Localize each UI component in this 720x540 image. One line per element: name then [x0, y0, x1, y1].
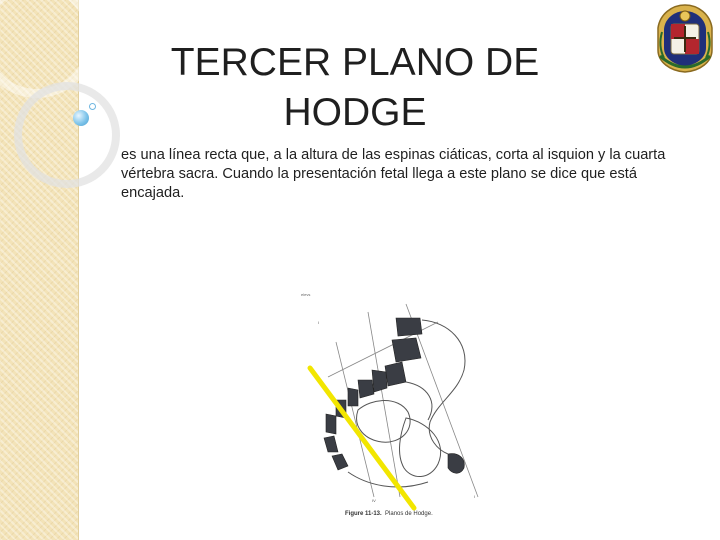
figure-caption — [345, 511, 433, 517]
svg-text:I: I — [474, 494, 476, 499]
figure-tag: elevs — [301, 292, 311, 297]
slide-title: TERCER PLANO DE HODGE — [170, 41, 540, 134]
university-crest-icon — [654, 2, 716, 74]
svg-text:I: I — [318, 320, 320, 325]
figure-caption-label: Figure 11-13. — [345, 511, 382, 517]
decorative-small-bubble — [89, 103, 96, 110]
decorative-ring-medium — [14, 82, 120, 188]
slide-body-text: es una línea recta que, a la altura de las espinas ciáticas, corta al isquion y la cuarta vértebra sacra. Cuando la presentación fetal llega a este plano se dice que está encajada. — [121, 147, 666, 201]
svg-text:IV: IV — [372, 498, 376, 503]
decorative-blue-bubble — [73, 110, 89, 126]
figure-caption-text: Planos de Hodge. — [385, 511, 433, 517]
hodge-planes-diagram — [288, 282, 518, 532]
